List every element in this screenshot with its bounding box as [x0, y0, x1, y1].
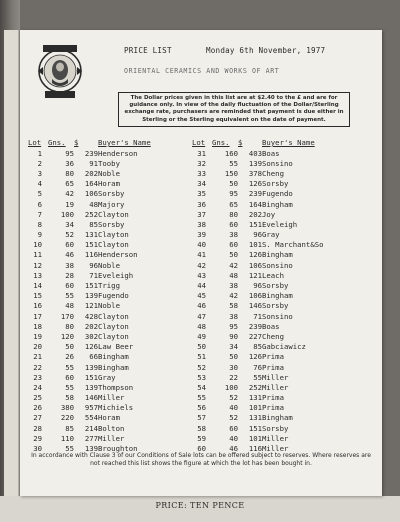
- lot-number: 37: [197, 209, 206, 219]
- lot-number: 17: [33, 311, 42, 321]
- buyer-name: Law Beer: [98, 342, 134, 352]
- lot-number: 5: [37, 189, 42, 199]
- price-dollars: 66: [89, 352, 98, 362]
- price-dollars: 302: [84, 331, 98, 341]
- price-guineas: 38: [229, 281, 238, 291]
- buyer-name: Boas: [262, 148, 280, 158]
- lot-number: 50: [197, 342, 206, 352]
- price-dollars: 239: [248, 321, 262, 331]
- price-dollars: 121: [248, 270, 262, 280]
- table-row: [28, 270, 356, 280]
- price-guineas: 58: [229, 301, 238, 311]
- price-dollars: 55: [253, 372, 262, 382]
- col-header-buyer: Buyer's Name: [98, 138, 151, 147]
- price-guineas: 110: [60, 433, 74, 443]
- buyer-name: Prima: [262, 403, 284, 413]
- buyer-name: Miller: [98, 393, 125, 403]
- price-dollars: 403: [248, 148, 262, 158]
- price-guineas: 52: [229, 413, 238, 423]
- price-guineas: 19: [65, 199, 74, 209]
- price-guineas: 46: [65, 250, 74, 260]
- buyer-name: Henderson: [98, 250, 138, 260]
- price-guineas: 40: [229, 403, 238, 413]
- price-dollars: 252: [248, 382, 262, 392]
- price-guineas: 48: [65, 301, 74, 311]
- buyer-name: Clayton: [98, 321, 129, 331]
- price-dollars: 106: [84, 189, 98, 199]
- price-dollars: 121: [84, 301, 98, 311]
- lot-number: 54: [197, 382, 206, 392]
- title-text: PRICE LIST: [124, 46, 172, 55]
- price-guineas: 34: [229, 342, 238, 352]
- price-guineas: 26: [65, 352, 74, 362]
- price-dollars: 239: [248, 189, 262, 199]
- price-guineas: 58: [65, 393, 74, 403]
- price-dollars: 139: [248, 158, 262, 168]
- buyer-name: Bingham: [262, 413, 293, 423]
- price-dollars: 101: [248, 240, 262, 250]
- lot-number: 28: [33, 423, 42, 433]
- buyer-name: Sorsby: [262, 423, 289, 433]
- buyer-name: Majory: [98, 199, 125, 209]
- table-row: [28, 219, 356, 229]
- table-row: [28, 352, 356, 362]
- lot-number: 24: [33, 382, 42, 392]
- price-guineas: 48: [229, 270, 238, 280]
- lot-number: 16: [33, 301, 42, 311]
- col-header-gns: Gns.: [48, 138, 66, 147]
- buyer-name: S. Marchant&So: [262, 240, 324, 250]
- lot-number: 44: [197, 281, 206, 291]
- price-guineas: 85: [65, 423, 74, 433]
- price-dollars: 116: [84, 250, 98, 260]
- price-dollars: 378: [248, 168, 262, 178]
- price-guineas: 60: [229, 240, 238, 250]
- price-dollars: 131: [248, 393, 262, 403]
- buyer-name: Miller: [98, 433, 125, 443]
- price-guineas: 60: [65, 240, 74, 250]
- buyer-name: Miller: [262, 444, 289, 454]
- buyer-name: Clayton: [98, 240, 129, 250]
- lot-number: 55: [197, 393, 206, 403]
- col-header-dollars: $: [74, 138, 79, 147]
- buyer-name: Bingham: [98, 352, 129, 362]
- price-dollars: 71: [253, 311, 262, 321]
- price-guineas: 80: [65, 321, 74, 331]
- lot-number: 27: [33, 413, 42, 423]
- price-dollars: 116: [248, 444, 262, 454]
- lot-number: 31: [197, 148, 206, 158]
- table-row: [28, 179, 356, 189]
- price-guineas: 170: [60, 311, 74, 321]
- buyer-name: Fugendo: [98, 291, 129, 301]
- lot-number: 8: [37, 219, 42, 229]
- price-dollars: 126: [248, 250, 262, 260]
- price-guineas: 52: [65, 230, 74, 240]
- buyer-name: Noble: [98, 301, 120, 311]
- buyer-name: Bingham: [262, 291, 293, 301]
- price-dollars: 151: [84, 240, 98, 250]
- buyer-name: Joy: [262, 209, 276, 219]
- price-dollars: 239: [84, 148, 98, 158]
- price-guineas: 50: [229, 250, 238, 260]
- buyer-name: Noble: [98, 260, 120, 270]
- price-dollars: 151: [84, 281, 98, 291]
- lot-number: 52: [197, 362, 206, 372]
- price-guineas: 36: [65, 158, 74, 168]
- price-guineas: 100: [60, 209, 74, 219]
- price-dollars: 139: [84, 382, 98, 392]
- price-dollars: 76: [253, 362, 262, 372]
- buyer-name: Bingham: [262, 250, 293, 260]
- buyer-name: Gray: [262, 230, 280, 240]
- table-row: [28, 158, 356, 168]
- buyer-name: Tooby: [98, 158, 120, 168]
- buyer-name: Horam: [98, 179, 120, 189]
- lot-number: 41: [197, 250, 206, 260]
- lot-number: 10: [33, 240, 42, 250]
- lot-number: 20: [33, 342, 42, 352]
- price-list-page: [20, 30, 382, 496]
- lot-number: 35: [197, 189, 206, 199]
- table-row: [28, 433, 356, 443]
- buyer-name: Henderson: [98, 148, 138, 158]
- buyer-name: Sorsby: [262, 179, 289, 189]
- price-dollars: 151: [248, 219, 262, 229]
- table-row: [28, 189, 356, 199]
- lot-number: 49: [197, 331, 206, 341]
- price-dollars: 252: [84, 209, 98, 219]
- price-dollars: 164: [248, 199, 262, 209]
- table-row: [28, 413, 356, 423]
- buyer-name: Sorsby: [98, 189, 125, 199]
- table-row: [28, 291, 356, 301]
- lot-number: 33: [197, 168, 206, 178]
- price-guineas: 55: [229, 158, 238, 168]
- lot-number: 23: [33, 372, 42, 382]
- table-row: [28, 260, 356, 270]
- price-dollars: 106: [248, 260, 262, 270]
- price-dollars: 96: [253, 281, 262, 291]
- price-guineas: 380: [60, 403, 74, 413]
- price-guineas: 30: [229, 362, 238, 372]
- price-dollars: 139: [84, 291, 98, 301]
- buyer-name: Noble: [98, 168, 120, 178]
- buyer-name: Sonsino: [262, 260, 293, 270]
- lot-number: 22: [33, 362, 42, 372]
- price-guineas: 55: [65, 362, 74, 372]
- price-dollars: 131: [84, 230, 98, 240]
- lot-number: 48: [197, 321, 206, 331]
- price-dollars: 126: [84, 342, 98, 352]
- price-dollars: 85: [253, 342, 262, 352]
- price-guineas: 42: [229, 260, 238, 270]
- table-row: [28, 250, 356, 260]
- lot-number: 14: [33, 281, 42, 291]
- lot-number: 47: [197, 311, 206, 321]
- table-row: [28, 331, 356, 341]
- lot-number: 58: [197, 423, 206, 433]
- buyer-name: Miller: [262, 382, 289, 392]
- lot-number: 25: [33, 393, 42, 403]
- buyer-name: Fugendo: [262, 189, 293, 199]
- lot-number: 19: [33, 331, 42, 341]
- buyer-name: Leach: [262, 270, 284, 280]
- price-dollars: 227: [248, 331, 262, 341]
- lot-number: 60: [197, 444, 206, 454]
- table-row: [28, 382, 356, 392]
- price-dollars: 85: [89, 219, 98, 229]
- buyer-name: Bolton: [98, 423, 125, 433]
- price-dollars: 101: [248, 433, 262, 443]
- price-dollars: 277: [84, 433, 98, 443]
- lot-rows: [28, 148, 356, 454]
- buyer-name: Sorsby: [262, 301, 289, 311]
- price-guineas: 55: [65, 291, 74, 301]
- table-header-row: [28, 137, 356, 148]
- dollar-notice: The Dollar prices given in this list are at $2.40 to the £ and are for guidance only. In view of the daily fluctuation of the Dollar/Sterling exchange rate, purchasers are reminded that payment is due either in Sterling or the Sterling equivalent on the date of payment.: [118, 92, 350, 127]
- lot-number: 4: [37, 179, 42, 189]
- buyer-name: Miller: [262, 372, 289, 382]
- reserves-note: In accordance with Clause 3 of our Conditions of Sale lots can be offered subject to reserves. Where reserves are not reached this list shows the figure at which the lot has been bought in.: [31, 452, 371, 467]
- table-row: [28, 372, 356, 382]
- buyer-name: Eveleigh: [98, 270, 134, 280]
- price-guineas: 38: [65, 260, 74, 270]
- lot-number: 59: [197, 433, 206, 443]
- price-dollars: 48: [89, 199, 98, 209]
- buyer-name: Bingham: [98, 362, 129, 372]
- price-dollars: 146: [84, 393, 98, 403]
- price-guineas: 65: [65, 179, 74, 189]
- price-guineas: 220: [60, 413, 74, 423]
- price-dollars: 71: [89, 270, 98, 280]
- lot-number: 1: [37, 148, 42, 158]
- lot-number: 38: [197, 219, 206, 229]
- lot-number: 45: [197, 291, 206, 301]
- price-guineas: 50: [229, 352, 238, 362]
- lot-number: 32: [197, 158, 206, 168]
- lot-number: 6: [37, 199, 42, 209]
- price-dollars: 202: [248, 209, 262, 219]
- price-dollars: 126: [248, 179, 262, 189]
- buyer-name: Miller: [262, 433, 289, 443]
- price-guineas: 50: [229, 179, 238, 189]
- table-row: [28, 362, 356, 372]
- price-dollars: 957: [84, 403, 98, 413]
- lot-number: 43: [197, 270, 206, 280]
- buyer-name: Clayton: [98, 209, 129, 219]
- price-dollars: 428: [84, 311, 98, 321]
- price-dollars: 151: [248, 423, 262, 433]
- price-guineas: 42: [65, 189, 74, 199]
- price-guineas: 60: [229, 423, 238, 433]
- lot-number: 36: [197, 199, 206, 209]
- price-guineas: 90: [229, 331, 238, 341]
- price-guineas: 42: [229, 291, 238, 301]
- price-guineas: 95: [229, 189, 238, 199]
- price-guineas: 52: [229, 393, 238, 403]
- price-guineas: 80: [229, 209, 238, 219]
- lot-number: 51: [197, 352, 206, 362]
- table-row: [28, 403, 356, 413]
- price-dollars: 106: [248, 291, 262, 301]
- lot-number: 26: [33, 403, 42, 413]
- lot-number: 34: [197, 179, 206, 189]
- price-guineas: 95: [229, 321, 238, 331]
- lot-number: 15: [33, 291, 42, 301]
- price-guineas: 50: [65, 342, 74, 352]
- buyer-name: Cheng: [262, 168, 284, 178]
- lot-number: 57: [197, 413, 206, 423]
- price-guineas: 28: [65, 270, 74, 280]
- price-guineas: 80: [65, 168, 74, 178]
- price-guineas: 40: [229, 433, 238, 443]
- price-guineas: 150: [224, 168, 238, 178]
- lot-number: 2: [37, 158, 42, 168]
- buyer-name: Clayton: [98, 230, 129, 240]
- lot-number: 7: [37, 209, 42, 219]
- table-row: [28, 148, 356, 158]
- lot-number: 18: [33, 321, 42, 331]
- price-guineas: 38: [229, 311, 238, 321]
- buyer-name: Trigg: [98, 281, 120, 291]
- price-dollars: 214: [84, 423, 98, 433]
- price-guineas: 55: [65, 444, 74, 454]
- col-header-dollars: $: [238, 138, 243, 147]
- table-row: [28, 423, 356, 433]
- price-dollars: 139: [84, 362, 98, 372]
- lot-number: 30: [33, 444, 42, 454]
- lot-number: 3: [37, 168, 42, 178]
- price-dollars: 91: [89, 158, 98, 168]
- lot-price-table: [28, 137, 356, 454]
- table-row: [28, 301, 356, 311]
- buyer-name: Sorsby: [98, 219, 125, 229]
- buyer-name: Cheng: [262, 331, 284, 341]
- price-dollars: 96: [253, 230, 262, 240]
- buyer-name: Broughton: [98, 444, 138, 454]
- lot-number: 46: [197, 301, 206, 311]
- lot-number: 56: [197, 403, 206, 413]
- buyer-name: Thompson: [98, 382, 134, 392]
- buyer-name: Sorsby: [262, 281, 289, 291]
- lot-number: 13: [33, 270, 42, 280]
- buyer-name: Clayton: [98, 331, 129, 341]
- col-header-lot: Lot: [28, 138, 42, 147]
- price-dollars: 139: [84, 444, 98, 454]
- price-label: PRICE: TEN PENCE: [155, 501, 245, 510]
- price-dollars: 131: [248, 413, 262, 423]
- lot-number: 29: [33, 433, 42, 443]
- buyer-name: Sonsino: [262, 311, 293, 321]
- buyer-name: Gabciawicz: [262, 342, 306, 352]
- buyer-name: Eveleigh: [262, 219, 298, 229]
- price-dollars: 164: [84, 179, 98, 189]
- col-header-gns: Gns.: [212, 138, 230, 147]
- lot-number: 40: [197, 240, 206, 250]
- buyer-name: Prima: [262, 362, 284, 372]
- buyer-name: Gray: [98, 372, 116, 382]
- price-dollars: 101: [248, 403, 262, 413]
- buyer-name: Boas: [262, 321, 280, 331]
- price-guineas: 60: [65, 281, 74, 291]
- lot-number: 21: [33, 352, 42, 362]
- underlying-sheet: [4, 30, 19, 500]
- lot-number: 53: [197, 372, 206, 382]
- price-guineas: 34: [65, 219, 74, 229]
- price-dollars: 151: [84, 372, 98, 382]
- price-dollars: 96: [89, 260, 98, 270]
- buyer-name: Michiels: [98, 403, 134, 413]
- col-header-lot: Lot: [192, 138, 206, 147]
- price-guineas: 60: [229, 219, 238, 229]
- lot-number: 9: [37, 230, 42, 240]
- sale-subtitle: ORIENTAL CERAMICS AND WORKS OF ART: [124, 67, 280, 75]
- buyer-name: Sonsino: [262, 158, 293, 168]
- price-guineas: 46: [229, 444, 238, 454]
- buyer-name: Clayton: [98, 311, 129, 321]
- price-dollars: 554: [84, 413, 98, 423]
- buyer-name: Prima: [262, 352, 284, 362]
- price-guineas: 38: [229, 230, 238, 240]
- table-row: [28, 321, 356, 331]
- buyer-name: Bingham: [262, 199, 293, 209]
- lot-number: 42: [197, 260, 206, 270]
- price-guineas: 120: [60, 331, 74, 341]
- price-dollars: 202: [84, 321, 98, 331]
- table-row: [28, 209, 356, 219]
- price-guineas: 65: [229, 199, 238, 209]
- buyer-name: Horam: [98, 413, 120, 423]
- lot-number: 39: [197, 230, 206, 240]
- price-guineas: 95: [65, 148, 74, 158]
- table-row: [28, 311, 356, 321]
- table-row: [28, 280, 356, 290]
- table-row: [28, 168, 356, 178]
- price-dollars: 146: [248, 301, 262, 311]
- lot-number: 12: [33, 260, 42, 270]
- table-row: [28, 393, 356, 403]
- table-row: [28, 199, 356, 209]
- auction-house-seal-icon: [34, 43, 86, 101]
- price-dollars: 202: [84, 168, 98, 178]
- table-row: [28, 230, 356, 240]
- price-guineas: 160: [224, 148, 238, 158]
- buyer-name: Prima: [262, 393, 284, 403]
- price-guineas: 100: [224, 382, 238, 392]
- table-row: [28, 342, 356, 352]
- sale-date: Monday 6th November, 1977: [206, 46, 326, 55]
- lot-number: 11: [33, 250, 42, 260]
- price-guineas: 22: [229, 372, 238, 382]
- price-guineas: 55: [65, 382, 74, 392]
- price-dollars: 126: [248, 352, 262, 362]
- page-title: [124, 46, 380, 55]
- col-header-buyer: Buyer's Name: [262, 138, 315, 147]
- price-guineas: 60: [65, 372, 74, 382]
- table-row: [28, 240, 356, 250]
